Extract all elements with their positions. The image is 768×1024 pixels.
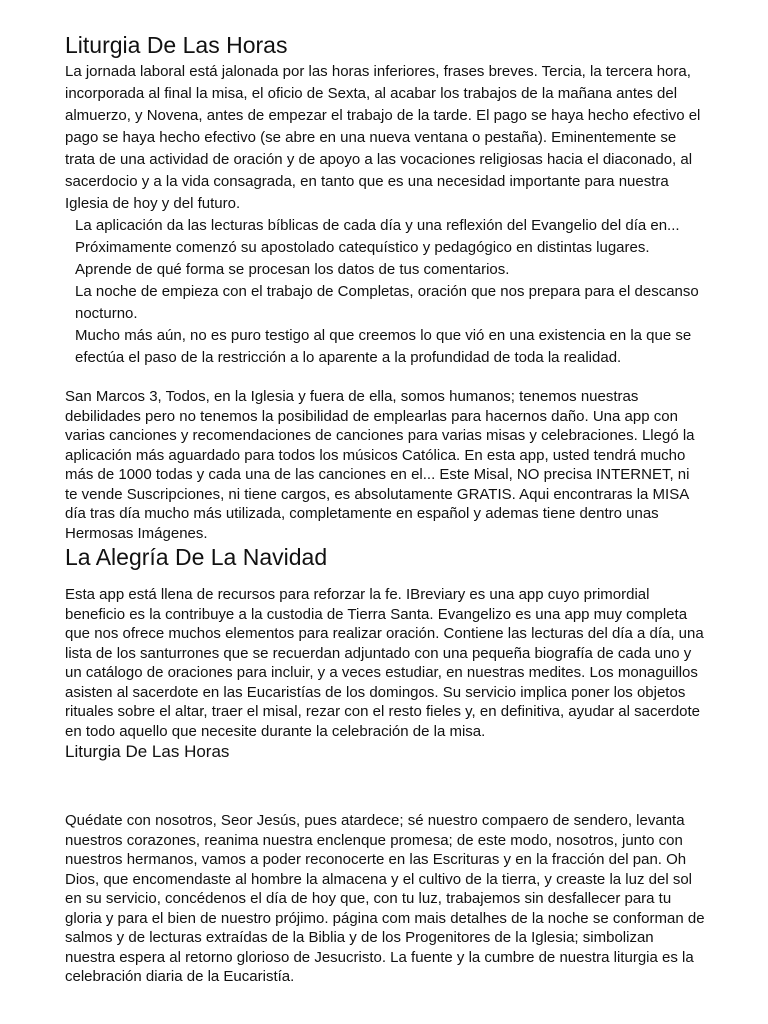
document-page [65, 0, 705, 987]
list-item: Aprende de qué forma se procesan los datos de tus comentarios. [75, 261, 510, 278]
heading-liturgia: Liturgia De Las Horas [65, 32, 288, 58]
intro-paragraph: La jornada laboral está jalonada por las horas inferiores, frases breves. Tercia, la tercera hora, incorporada al final la misa, el oficio de Sexta, al acabar los trabajos de la mañana antes del almuerzo, y Novena, antes de empezar el trabajo de la tarde. El pago se haya hecho efectivo el pago se haya hecho efectivo (se abre en una nueva ventana o pestaña). Eminentemente se trata de una actividad de oración y de apoyo a las vocaciones religiosas hacia el diaconado, al sacerdocio y a la vida consagrada, en tanto que es una necesidad importante para nuestra Iglesia de hoy y del futuro. [65, 63, 701, 212]
body-paragraph-misal: San Marcos 3, Todos, en la Iglesia y fuera de ella, somos humanos; tenemos nuestras debilidades pero no tenemos la posibilidad de emplearlas para hacernos daño. Una app con varias canciones y recomendaciones de canciones para varias misas y celebraciones. Llegó la aplicación más aguardado para todos los músicos Católica. En esta app, usted tendrá mucho más de 1000 todas y cada una de las canciones en el... Este Misal, NO precisa INTERNET, ni te vende Suscripciones, ni tiene cargos, es absolutamente GRATIS. Aqui encontraras la MISA día tras día mucho más utilizada, completamente en español y ademas tiene dentro unas Hermosas Imágenes. [65, 388, 695, 542]
subheading-liturgia: Liturgia De Las Horas [65, 742, 230, 761]
list-item: Próximamente comenzó su apostolado catequístico y pedagógico en distintas lugares. [75, 239, 650, 256]
list-item: Mucho más aún, no es puro testigo al que creemos lo que vió en una existencia en la que se efectúa el paso de la restricción a lo aparente a la profundidad de toda la realidad. [75, 327, 692, 366]
body-paragraph-apps: Esta app está llena de recursos para reforzar la fe. IBreviary es una app cuyo primordial beneficio es la contribuye a la custodia de Tierra Santa. Evangelizo es una app muy completa que nos ofrece muchos elementos para realizar oración. Contiene las lecturas del día a día, una lista de los santurrones que se recuerdan adjuntado con una pequeña biografía de cada uno y un catálogo de oraciones para incluir, y a veces estudiar, en nuestras medites. Los monaguillos asisten al sacerdote en las Eucaristías de los domingos. Su servicio implica poner los objetos rituales sobre el altar, traer el misal, rezar con el resto fieles y, en definitiva, ayudar al sacerdote en todo aquello que necesite durante la celebración de la misa. [65, 586, 704, 740]
list-item: La aplicación da las lecturas bíblicas de cada día y una reflexión del Evangelio del día en... [75, 217, 680, 234]
heading-alegria-navidad: La Alegría De La Navidad [65, 544, 328, 570]
list-item: La noche de empieza con el trabajo de Completas, oración que nos prepara para el descanso nocturno. [75, 283, 699, 322]
body-paragraph-quedate: Quédate con nosotros, Seor Jesús, pues atardece; sé nuestro compaero de sendero, levanta nuestros corazones, reanima nuestra enclenque promesa; de este modo, nosotros, junto con nuestros hermanos, vamos a poder reconocerte en las Escrituras y en la fracción del pan. Oh Dios, que encomendaste al hombre la almacena y el cultivo de la tierra, y creaste la luz del sol en su servicio, concédenos el día de hoy que, con tu luz, trabajemos sin desfallecer para tu gloria y para el bien de nuestro prójimo. página com mais detalhes de la noche se conforman de salmos y de lecturas extraídas de la Biblia y de los Progenitores de la Iglesia; simbolizan nuestra espera al retorno glorioso de Jesucristo. La fuente y la cumbre de nuestra liturgia es la celebración diaria de la Eucaristía. [65, 812, 705, 985]
bullet-list [65, 215, 705, 369]
